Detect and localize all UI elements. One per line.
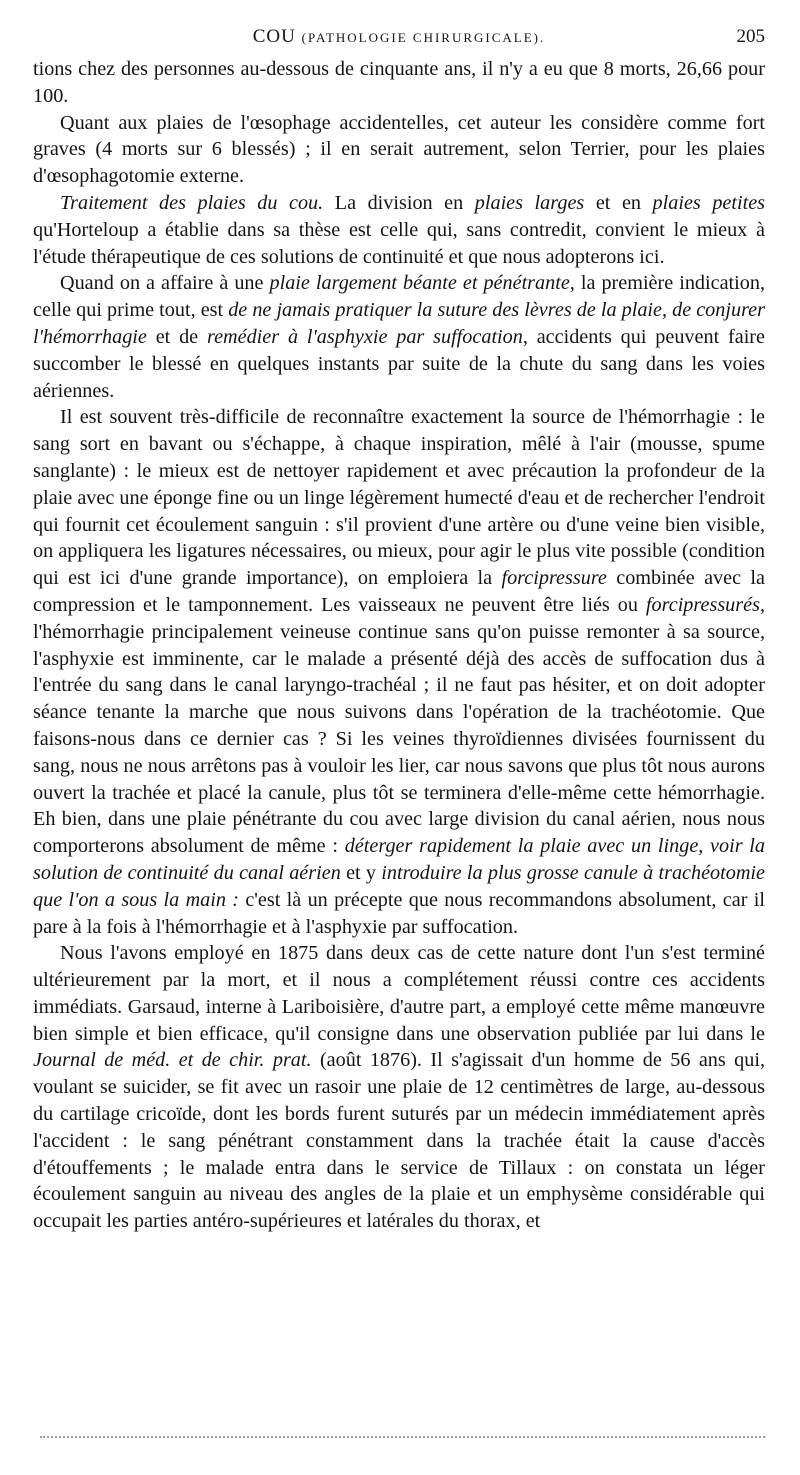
paragraph-text: combinée avec la compression et le tamponnement. Les vaisseaux ne peuvent être liés ou xyxy=(33,567,765,616)
paragraph-text: Quand on a affaire à une xyxy=(60,272,270,295)
paragraph-text: et en xyxy=(584,191,653,214)
running-head-subtitle: (PATHOLOGIE CHIRURGICALE). xyxy=(301,30,546,45)
running-head xyxy=(33,26,765,56)
paragraph-text: , la première indication, celle qui prime tout, est xyxy=(33,272,765,322)
italic-text: plaies larges xyxy=(474,191,585,214)
paragraph-text: et de xyxy=(146,325,207,348)
running-head-main: COU xyxy=(252,26,296,47)
italic-text: plaies petites xyxy=(652,191,766,214)
paragraph-text: c'est là un précepte que nous recommandons absolument, car il pare à la fois à l'hémorrhagie et à l'asphyxie par suffocation. xyxy=(33,888,765,938)
paragraph-text: La division en xyxy=(323,191,475,214)
italic-text: de ne jamais pratiquer la suture des lèvres de la plaie, de conjurer l'hémorrhagie xyxy=(33,299,766,348)
italic-text: Journal de méd. et de chir. prat. xyxy=(33,1049,312,1072)
italic-text: déterger rapidement la plaie avec un linge, voir la solution de continuité du canal aérien xyxy=(33,835,766,884)
paragraph-text: et y xyxy=(340,861,382,884)
book-page xyxy=(33,26,765,1235)
paragraph xyxy=(33,270,765,404)
paragraph-text: Nous l'avons employé en 1875 dans deux cas de cette nature dont l'un s'est terminé ultérieurement par la mort, et il nous a complétement réussi contre ces accidents immédiats. Garsaud, interne à Lariboisière, d'autre part, a employé cette même manœuvre bien simple et bien efficace, qu'il consigne dans une observation publiée par lui dans le xyxy=(33,942,765,1045)
page-bottom-dotted-rule xyxy=(40,1436,765,1438)
italic-text: forcipressurés xyxy=(645,593,760,616)
italic-text: forcipressure xyxy=(501,567,607,590)
italic-text: remédier à l'asphyxie par suffocation xyxy=(206,325,523,348)
paragraph-text: Il est souvent très-difficile de reconnaître exactement la source de l'hémorrhagie : le sang sort en bavant ou s'échappe, à chaque inspiration, mêlé à l'air (mousse, spume sanglante) : le mieux est de nettoyer rapidement et avec précaution la profondeur de la plaie avec une éponge fine ou un linge légèrement humecté d'eau et de rechercher l'endroit qui fournit cet écoulement sanguin : s'il provient d'une artère ou d'une veine bien visible, on appliquera les ligatures nécessaires, ou mieux, pour agir le plus vite possible (condition qui est ici d'une grande importance), on emploiera la xyxy=(33,406,765,590)
running-head-title xyxy=(33,26,765,48)
page-number: 205 xyxy=(736,26,765,47)
italic-text: Traitement des plaies du cou. xyxy=(60,191,324,214)
paragraph xyxy=(33,940,765,1235)
italic-text: plaie largement béante et pénétrante xyxy=(269,272,570,295)
paragraph xyxy=(33,404,765,940)
paragraph xyxy=(33,110,765,190)
paragraph-text: (août 1876). Il s'agissait d'un homme de 56 ans qui, voulant se suicider, se fit avec un rasoir une plaie de 12 centimètres de large, au-dessous du cartilage cricoïde, dont les bords furent suturés par un médecin immédiatement après l'accident : le sang pénétrant constamment dans la trachée était la cause d'accès d'étouffements ; le malade entra dans le service de Tillaux : on constata un léger écoulement sanguin au niveau des angles de la plaie et un emphysème considérable qui occupait les parties antéro-supérieures et latérales du thorax, et xyxy=(33,1049,765,1233)
italic-text: introduire la plus grosse canule à trachéotomie que l'on a sous la main : xyxy=(33,861,765,911)
paragraph xyxy=(33,56,765,110)
body-text xyxy=(33,56,765,1235)
paragraph-text: Quant aux plaies de l'œsophage accidentelles, cet auteur les considère comme fort graves (4 morts sur 6 blessés) ; il en serait autrement, selon Terrier, pour les plaies d'œsophagotomie externe. xyxy=(33,111,765,188)
paragraph-text: , l'hémorrhagie principalement veineuse continue sans qu'on puisse remonter à sa source, l'asphyxie est imminente, car le malade a présenté déjà des accès de suffocation dus à l'entrée du sang dans le canal laryngo-trachéal ; il ne faut pas hésiter, et on doit adopter séance tenante la marche que nous suivons dans l'opération de la trachéotomie. Que faisons-nous dans ce dernier cas ? Si les veines thyroïdiennes divisées fournissent du sang, nous ne nous arrêtons pas à vouloir les lier, car nous savons que plus tôt nous aurons ouvert la trachée et placé la canule, plus tôt se terminera d'elle-même cette hémorrhagie. Eh bien, dans une plaie pénétrante du cou avec large division du canal aérien, nous nous comporterons absolument de même : xyxy=(33,593,765,858)
paragraph-text: qu'Horteloup a établie dans sa thèse est celle qui, sans contredit, convient le mieux à l'étude thérapeutique de ces solutions de continuité et que nous adopterons ici. xyxy=(33,218,765,268)
paragraph-text: , accidents qui peuvent faire succomber le blessé en quelques instants par suite de la chute du sang dans les voies aériennes. xyxy=(33,325,765,402)
paragraph xyxy=(33,190,765,270)
paragraph-text: tions chez des personnes au-dessous de cinquante ans, il n'y a eu que 8 morts, 26,66 pour 100. xyxy=(33,58,765,107)
